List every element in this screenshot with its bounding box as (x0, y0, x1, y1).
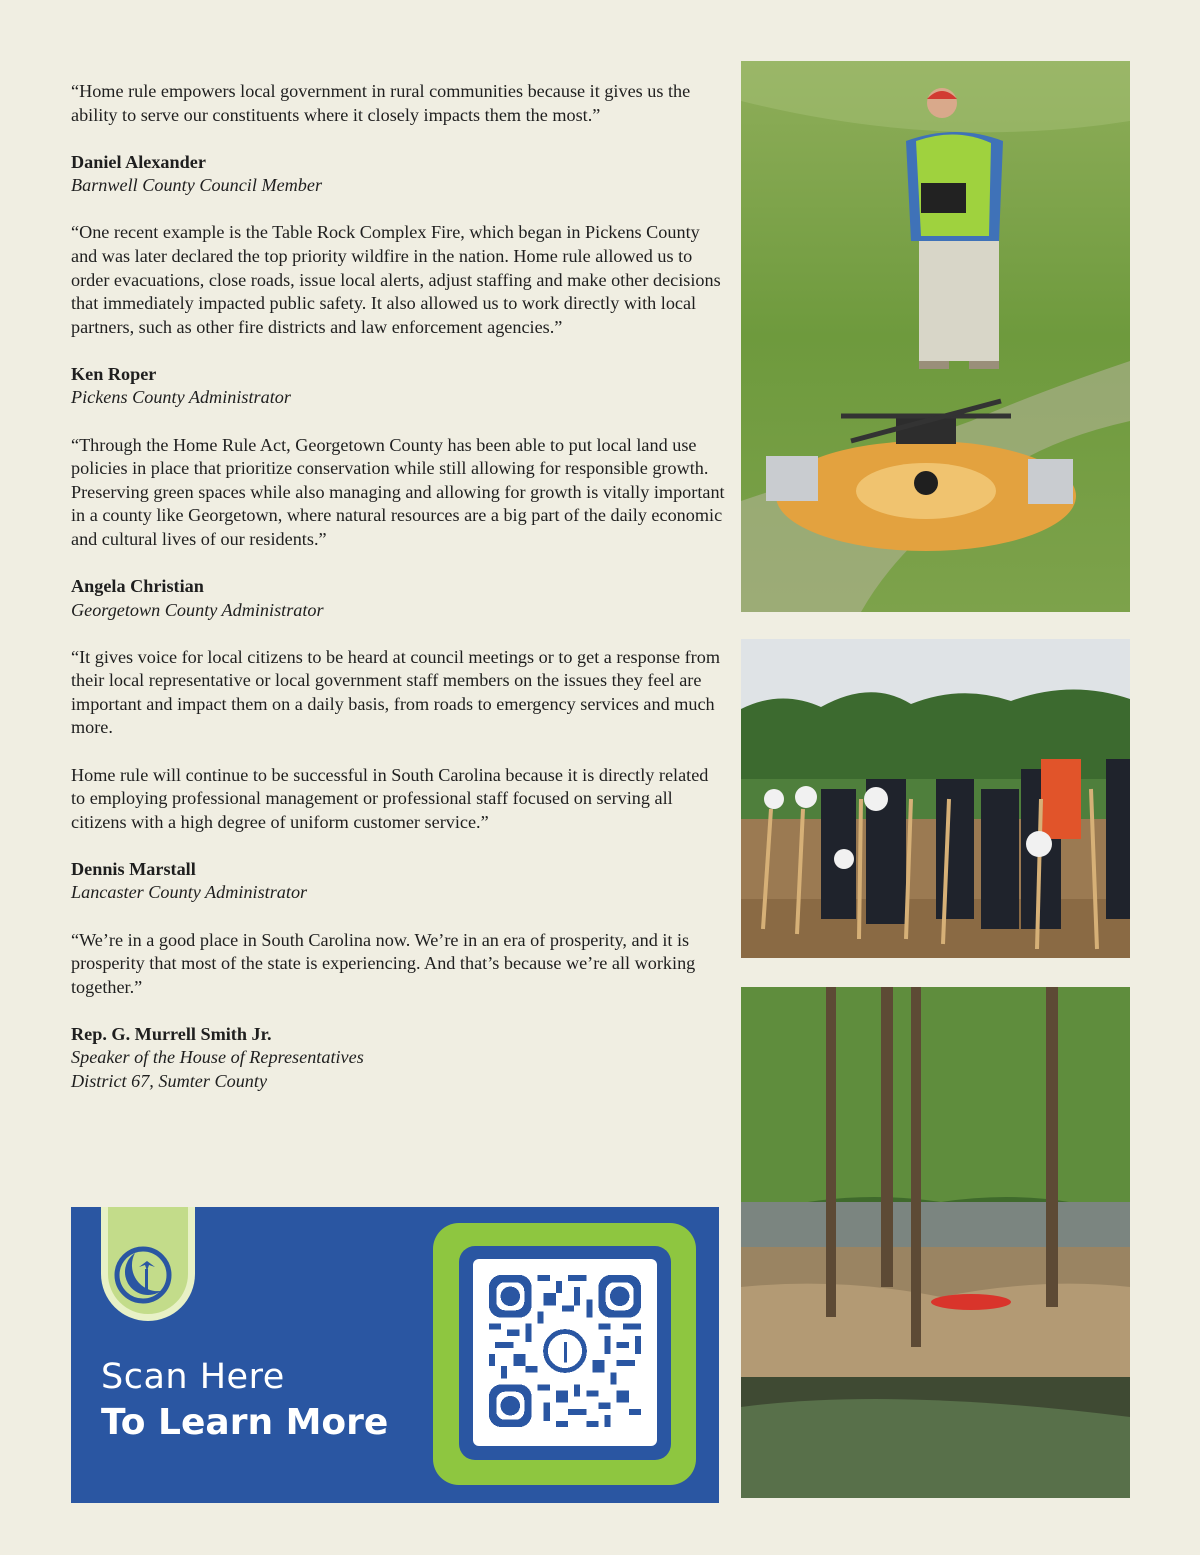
speaker-district: District 67, Sumter County (71, 1071, 268, 1091)
groundbreaking-photo-image (741, 639, 1130, 958)
speaker-title: Speaker of the House of Representatives (71, 1047, 364, 1068)
quote-text-continued: Home rule will continue to be successful in South Carolina because it is directly related to employing professional management or professional staff focused on serving all citizens with a high degree of uniform customer service.” (71, 764, 709, 832)
groundbreaking-photo (741, 639, 1130, 958)
quote-text: “We’re in a good place in South Carolina now. We’re in an era of prosperity, and it is prosperity that most of the state is experiencing. And that’s because we’re all working together.” (71, 929, 696, 997)
drone-photo-image (741, 61, 1130, 612)
speaker-title: Barnwell County Council Member (71, 175, 323, 196)
quote-text: “Home rule empowers local government in rural communities because it gives us the ability to serve our constituents where it closely impacts them the most.” (71, 81, 691, 125)
quote-attribution (71, 363, 726, 410)
speaker-title: Georgetown County Administrator (71, 599, 324, 620)
quote-attribution (71, 858, 726, 905)
flood-rescue-photo-image (741, 987, 1130, 1498)
speaker-name: Dennis Marstall (71, 858, 196, 879)
quote-attribution (71, 151, 726, 198)
qr-code-icon (489, 1275, 641, 1427)
promo-line-1: Scan Here (101, 1357, 285, 1397)
quote-text: “Through the Home Rule Act, Georgetown County has been able to put local land use policies in place that prioritize conservation while still allowing for responsible growth. Preserving green spaces while also managing and allowing for growth is vitally important in a county like Georgetown, where natural resources are a big part of the daily economic and cultural lives of our residents.” (71, 434, 725, 549)
speaker-title: Pickens County Administrator (71, 387, 291, 408)
speaker-name: Rep. G. Murrell Smith Jr. (71, 1023, 272, 1044)
quote-attribution (71, 575, 726, 622)
scan-promo-banner (71, 1207, 719, 1503)
speaker-name: Angela Christian (71, 576, 204, 596)
drone-photo (741, 61, 1130, 612)
promo-line-2: To Learn More (101, 1402, 389, 1443)
speaker-name: Ken Roper (71, 363, 157, 384)
flood-rescue-photo (741, 987, 1130, 1498)
speaker-title: Lancaster County Administrator (71, 882, 308, 903)
palmetto-crescent-logo-icon (111, 1243, 175, 1307)
speaker-name: Daniel Alexander (71, 151, 206, 172)
quotes-column (71, 80, 726, 1117)
qr-code-border (459, 1246, 671, 1460)
quote-attribution (71, 1023, 726, 1094)
quote-text: “One recent example is the Table Rock Complex Fire, which began in Pickens County and was later declared the top priority wildfire in the nation. Home rule allowed us to order evacuations, close roads, issue local alerts, adjust staffing and make other decisions that immediately impacted public safety. It also allowed us to work directly with local partners, such as other fire districts and law enforcement agencies.” (71, 222, 721, 337)
quote-text: “It gives voice for local citizens to be heard at council meetings or to get a response from their local representative or local government staff members on the issues they feel are important and impact them on a daily basis, from roads to emergency services and much more. (71, 646, 720, 738)
qr-code[interactable] (473, 1259, 657, 1446)
qr-code-frame (433, 1223, 696, 1485)
